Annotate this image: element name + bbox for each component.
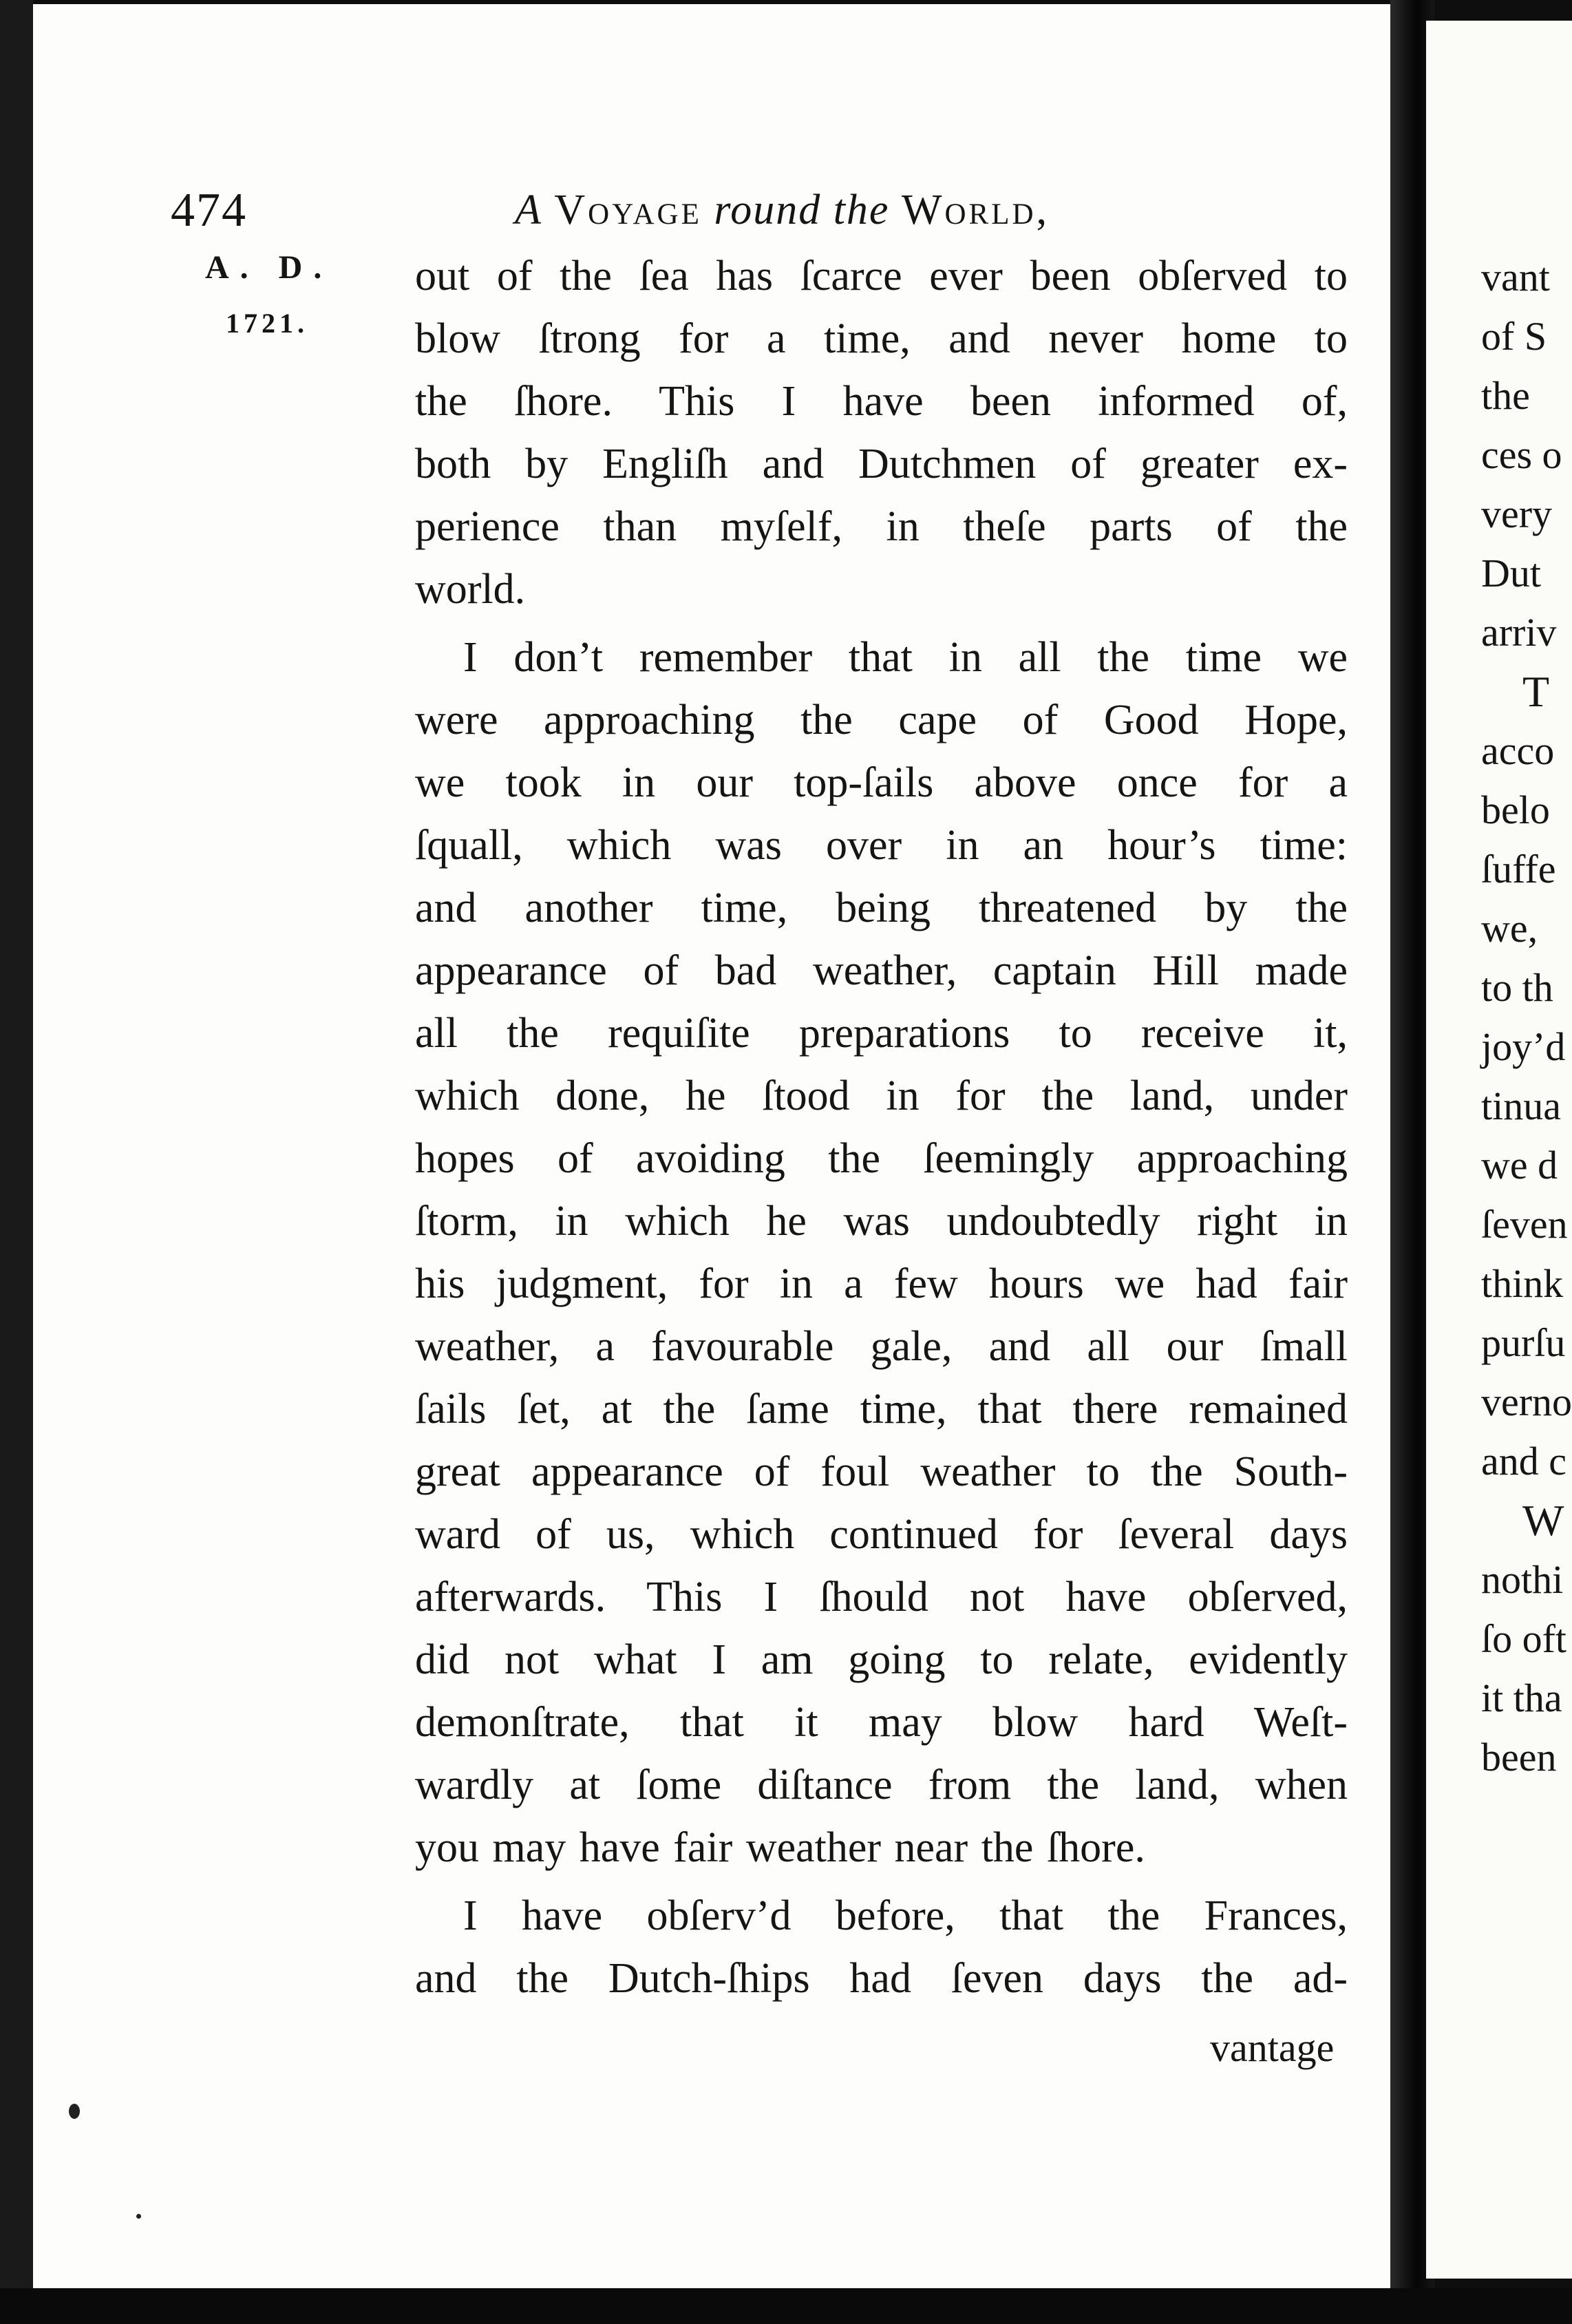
- facing-line: the: [1481, 373, 1530, 418]
- bottom-scan-edge: [0, 2288, 1572, 2324]
- text-line: ward of us, which continued for ſeveral days: [415, 1511, 1348, 1558]
- text-line: his judgment, for in a few hours we had fair: [415, 1260, 1348, 1307]
- facing-line: purſu: [1481, 1320, 1566, 1365]
- facing-line: of S: [1481, 314, 1547, 359]
- text-line: ſails ſet, at the ſame time, that there remained: [415, 1386, 1348, 1433]
- facing-line: Dut: [1481, 551, 1541, 595]
- text-line: appearance of bad weather, captain Hill made: [415, 947, 1348, 994]
- text-line: perience than myſelf, in theſe parts of the: [415, 503, 1348, 550]
- facing-line: ſo oft: [1481, 1616, 1567, 1661]
- facing-line: joy’d: [1481, 1024, 1566, 1069]
- text-line: out of the ſea has ſcarce ever been obſerved to: [415, 253, 1348, 299]
- facing-line: ſeven: [1481, 1202, 1568, 1247]
- text-line: demonſtrate, that it may blow hard Weſt-: [415, 1699, 1348, 1746]
- text-line: weather, a favourable gale, and all our ſmall: [415, 1323, 1348, 1370]
- facing-line: acco: [1481, 728, 1555, 773]
- text-line: and another time, being threatened by the: [415, 885, 1348, 931]
- margin-note-year: 1721.: [226, 308, 308, 339]
- catchword: vantage: [1210, 2025, 1335, 2070]
- facing-line: ces o: [1481, 432, 1562, 477]
- text-line: wardly at ſome diſtance from the land, when: [415, 1762, 1348, 1808]
- text-line: which done, he ſtood in for the land, under: [415, 1073, 1348, 1119]
- text-line: did not what I am going to relate, evidently: [415, 1636, 1348, 1683]
- facing-line: we,: [1481, 906, 1538, 951]
- text-line: I don’t remember that in all the time we: [463, 634, 1348, 681]
- facing-line: T: [1522, 667, 1550, 716]
- ink-speck: [69, 2104, 80, 2119]
- text-line: I have obſerv’d before, that the Frances,: [463, 1892, 1348, 1939]
- facing-line: been: [1481, 1735, 1557, 1779]
- facing-line: to th: [1481, 965, 1553, 1010]
- facing-page-text: [1481, 248, 1572, 1787]
- facing-line: and c: [1481, 1439, 1566, 1483]
- body-text: [415, 245, 1348, 2010]
- text-line: ſtorm, in which he was undoubtedly right in: [415, 1198, 1348, 1245]
- text-line: world.: [415, 566, 526, 613]
- text-line: ſquall, which was over in an hour’s time:: [415, 822, 1348, 869]
- page-header: [33, 169, 1390, 245]
- facing-line: vant: [1481, 255, 1550, 299]
- text-line: both by Engliſh and Dutchmen of greater ex-: [415, 441, 1348, 487]
- running-head-article: A: [515, 187, 542, 233]
- text-line: blow ſtrong for a time, and never home to: [415, 315, 1348, 362]
- running-head-voyage: Voyage: [554, 187, 702, 233]
- facing-line: nothi: [1481, 1557, 1564, 1602]
- facing-page: [1426, 21, 1572, 2279]
- facing-line: tinua: [1481, 1084, 1561, 1128]
- text-line: hopes of avoiding the ſeemingly approaching: [415, 1135, 1348, 1182]
- facing-line: ſuffe: [1481, 847, 1556, 891]
- facing-line: W: [1522, 1496, 1564, 1545]
- ink-speck: [136, 2214, 141, 2219]
- left-page: [33, 4, 1390, 2288]
- text-line: afterwards. This I ſhould not have obſerved,: [415, 1574, 1348, 1620]
- text-line: the ſhore. This I have been informed of,: [415, 378, 1348, 425]
- text-line: were approaching the cape of Good Hope,: [415, 697, 1348, 743]
- text-line: and the Dutch-ſhips had ſeven days the ad-: [415, 1955, 1348, 2002]
- left-scan-edge: [0, 0, 33, 2324]
- text-line: you may have fair weather near the ſhore.: [415, 1824, 1145, 1871]
- facing-line: belo: [1481, 788, 1550, 832]
- facing-line: we d: [1481, 1143, 1558, 1187]
- page-number: 474: [171, 184, 247, 237]
- margin-note-ad: A. D.: [205, 249, 333, 286]
- facing-line: think: [1481, 1261, 1564, 1306]
- text-line: all the requiſite preparations to receive it,: [415, 1010, 1348, 1057]
- facing-line: it tha: [1481, 1676, 1562, 1720]
- facing-line: arriv: [1481, 610, 1557, 655]
- running-head-round: round the: [714, 187, 890, 233]
- text-line: great appearance of foul weather to the South-: [415, 1448, 1348, 1495]
- text-line: we took in our top-ſails above once for a: [415, 759, 1348, 806]
- facing-line: verno: [1481, 1380, 1572, 1424]
- facing-line: very: [1481, 492, 1553, 536]
- running-head-world: World,: [901, 187, 1050, 233]
- running-head: [515, 186, 1050, 235]
